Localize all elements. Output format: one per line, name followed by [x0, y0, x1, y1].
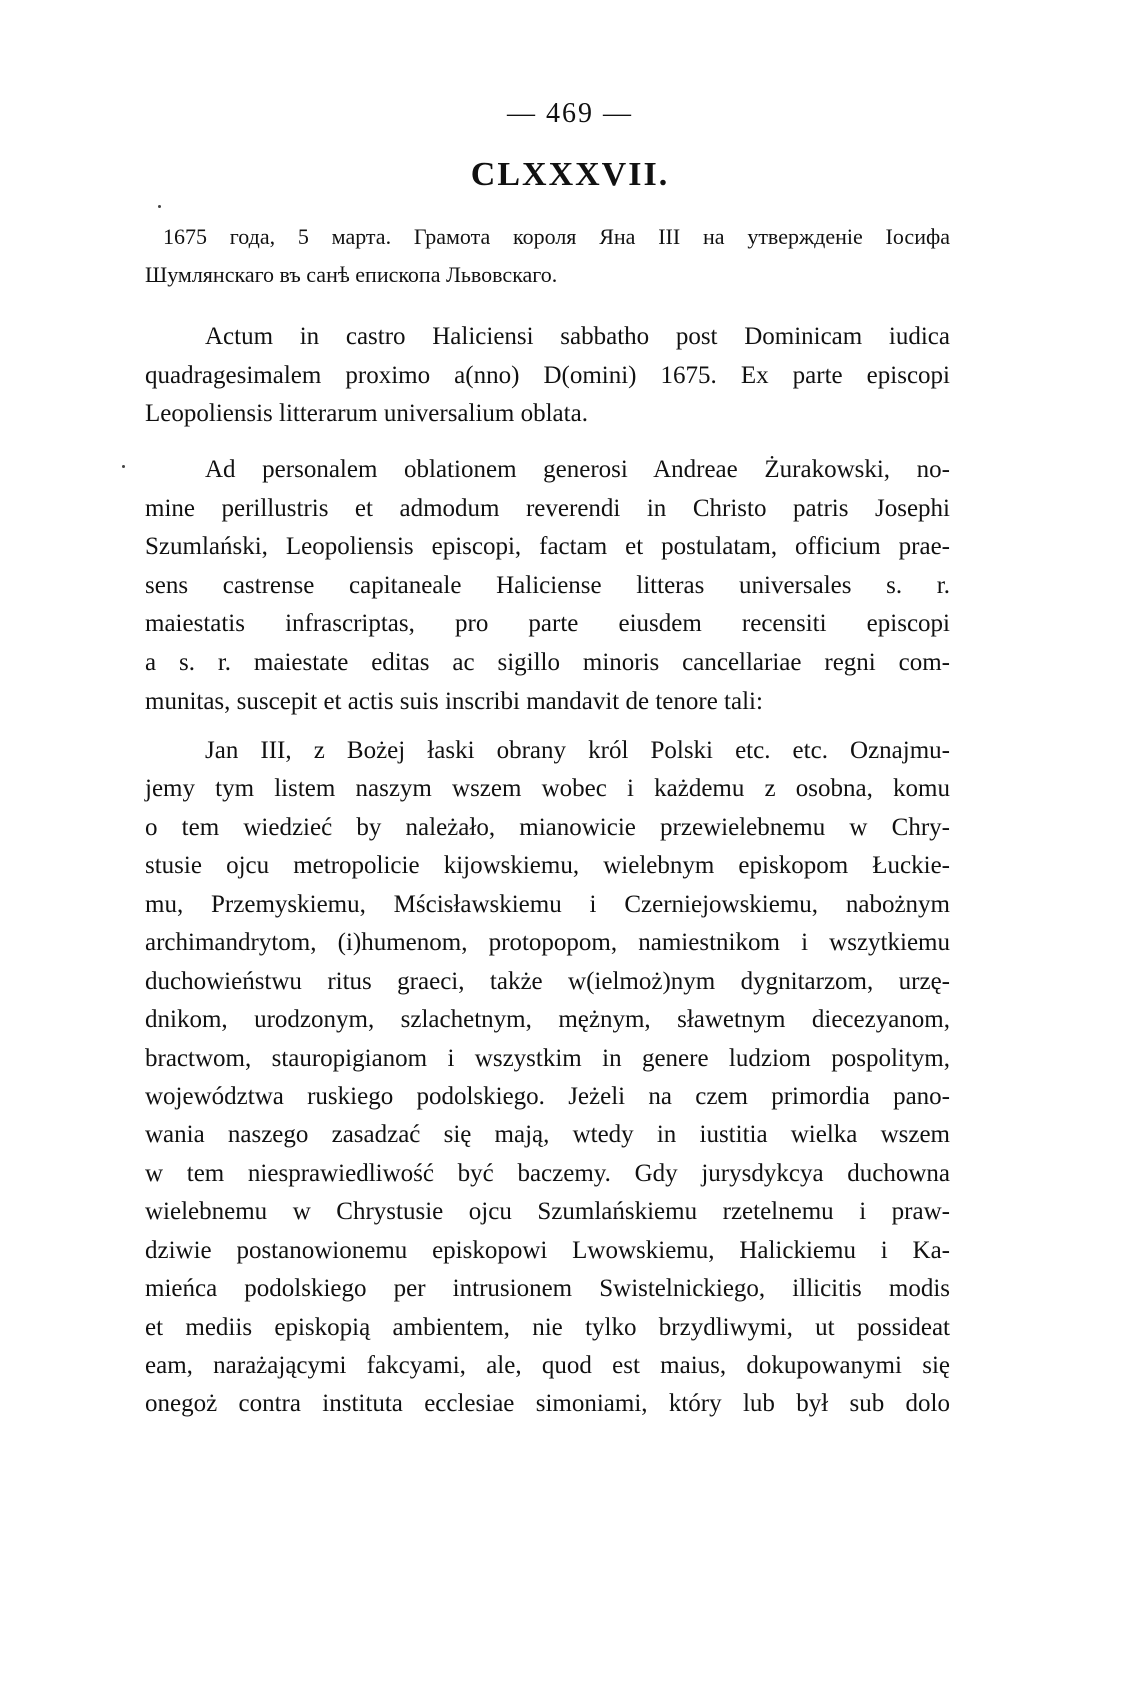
- text-line: archimandrytom, (i)humenom, protopopom, namiestnikom i wszytkiemu: [145, 929, 950, 957]
- text-line: dziwie postanowionemu episkopowi Lwowskiemu, Halickiemu i Ka-: [145, 1236, 950, 1264]
- text-line: Ad personalem oblationem generosi Andreae Żurakowski, no-: [205, 456, 950, 483]
- text-line: Szumlański, Leopoliensis episcopi, factam et postulatam, officium prae-: [145, 533, 950, 561]
- heading-line: Шумлянскаго въ санѣ епископа Львовскаго.: [145, 262, 558, 287]
- text-line: a s. r. maiestate editas ac sigillo minoris cancellariae regni com-: [145, 648, 950, 676]
- text-line: o tem wiedzieć by należało, mianowicie przewielebnemu w Chry-: [145, 813, 950, 841]
- text-line: munitas, suscepit et actis suis inscribi mandavit de tenore tali:: [145, 687, 763, 715]
- text-line: onegoż contra instituta ecclesiae simoniami, który lub był sub dolo: [145, 1390, 950, 1418]
- text-line: Actum in castro Haliciensi sabbatho post Dominicam iudica: [205, 323, 950, 350]
- text-line: sens castrense capitaneale Haliciense litteras universales s. r.: [145, 571, 950, 599]
- text-line: bractwom, stauropigianom i wszystkim in genere ludziom pospolitym,: [145, 1044, 950, 1072]
- text-line: maiestatis infrascriptas, pro parte eiusdem recensiti episcopi: [145, 610, 950, 638]
- text-line: mu, Przemyskiemu, Mścisławskiemu i Czerniejowskiemu, nabożnym: [145, 890, 950, 918]
- royal-letter-paragraph: [145, 732, 950, 1424]
- text-line: Leopoliensis litterarum universalium oblata.: [145, 400, 588, 428]
- text-line: wania naszego zasadzać się mają, wtedy in iustitia wielka wszem: [145, 1121, 950, 1149]
- preamble-paragraph: [145, 318, 950, 434]
- text-line: mieńca podolskiego per intrusionem Swistelnickiego, illicitis modis: [145, 1275, 950, 1303]
- text-line: dnikom, urodzonym, szlachetnym, mężnym, sławetnym diecezyanom,: [145, 1006, 950, 1034]
- page-number: — 469 —: [507, 98, 633, 129]
- text-line: Jan III, z Bożej łaski obrany król Polski etc. etc. Oznajmu-: [205, 737, 950, 764]
- text-line: mine perillustris et admodum reverendi in Christo patris Josephi: [145, 494, 950, 522]
- scan-speck: [122, 465, 125, 468]
- text-line: stusie ojcu metropolicie kijowskiemu, wielebnym episkopom Łuckie-: [145, 852, 950, 880]
- text-line: eam, narażającymi fakcyami, ale, quod est maius, dokupowanymi się: [145, 1352, 950, 1379]
- heading-line: 1675 года, 5 марта. Грамота короля Яна III на утвержденіе Іосифа: [163, 224, 950, 249]
- text-line: województwa ruskiego podolskiego. Jeżeli na czem primordia pano-: [145, 1082, 950, 1110]
- oblation-paragraph: [145, 451, 950, 721]
- text-line: et mediis episkopią ambientem, nie tylko brzydliwymi, ut possideat: [145, 1313, 950, 1341]
- text-line: w tem niesprawiedliwość być baczemy. Gdy jurysdykcya duchowna: [145, 1159, 950, 1187]
- text-line: quadragesimalem proximo a(nno) D(omini) 1675. Ex parte episcopi: [145, 361, 950, 389]
- document-heading: [145, 218, 950, 294]
- text-line: jemy tym listem naszym wszem wobec i każdemu z osobna, komu: [145, 775, 950, 803]
- text-line: wielebnemu w Chrystusie ojcu Szumlańskiemu rzetelnemu i praw-: [145, 1198, 950, 1226]
- scan-speck: [158, 205, 161, 208]
- document-number: CLXXXVII.: [470, 156, 670, 193]
- text-line: duchowieństwu ritus graeci, także w(ielmoż)nym dygnitarzom, urzę-: [145, 967, 950, 995]
